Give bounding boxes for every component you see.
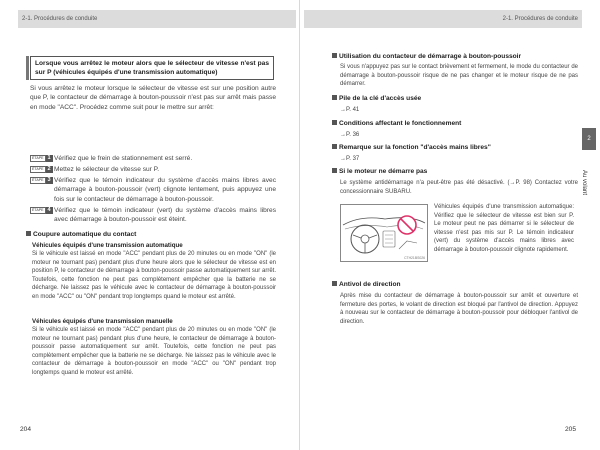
boxed-heading-text: Lorsque vous arrêtez le moteur alors que le sélecteur de vitesse n'est pas sur P (véhicules équipés d'une transmission automatique) xyxy=(35,60,269,76)
step-text: Mettez le sélecteur de vitesse sur P. xyxy=(54,165,160,173)
paragraph-automatic: Si le véhicule est laissé en mode "ACC" pendant plus de 20 minutes ou en mode "ON" (le moteur ne tournant pas) pendant plus d'une heure alors que le sélecteur de vitesse est en position P, le contacteur de démarrage à bouton-poussoir passe automatiquement sur arrêt. Toutefois, cette fonction ne peut pas complètement empêcher que la batterie ne se décharge. Ne laissez pas le véhicule avec le contacteur de démarrage à bouton-poussoir en mode "ACC" ou "ON" pendant trop longtemps quand le moteur est arrêté. xyxy=(32,251,276,300)
paragraph-no-start-automatic: Véhicules équipés d'une transmission automatique: Vérifiez que le sélecteur de vitesse est bien sur P. Le moteur peut ne pas démarrer si le sélecteur de vitesse n'est pas mis sur P. Le témoin indicateur (vert) du système d'accès mains libres avec démarrage à bouton-poussoir clignote rapidement. xyxy=(434,204,574,253)
step-text: Vérifiez que le frein de stationnement est serré. xyxy=(54,155,193,162)
dashboard-drawing xyxy=(341,205,427,261)
section-title-text: Remarque sur la fonction "d'accès mains libres" xyxy=(339,144,491,151)
ref-battery: →P. 41 xyxy=(340,107,360,113)
paragraph-steering-lock: Après mise du contacteur de démarrage à bouton-poussoir sur arrêt et ouverture et fermeture des portes, le volant de direction est bloqué par l'antivol de direction. Appuyez à nouveau sur le contacteur de démarrage à bouton-poussoir pour débloquer l'antivol de direction. xyxy=(340,293,578,325)
section-title-battery xyxy=(332,94,572,103)
section-title-text: Coupure automatique du contact xyxy=(33,231,137,238)
step-label: ÉTAPE xyxy=(32,207,44,212)
step-item xyxy=(30,165,276,174)
step-number: 1 xyxy=(47,155,51,161)
square-bullet-icon xyxy=(26,231,31,236)
step-label: ÉTAPE xyxy=(32,156,44,160)
square-bullet-icon xyxy=(332,53,337,58)
step-number: 2 xyxy=(47,165,51,172)
step-badge xyxy=(30,176,54,204)
section-title-auto-off xyxy=(26,230,276,239)
square-bullet-icon xyxy=(332,95,337,100)
section-title-conditions xyxy=(332,119,572,128)
right-page-number: 205 xyxy=(564,426,576,433)
step-item xyxy=(30,176,276,204)
boxed-heading xyxy=(30,56,274,80)
chapter-side-label: Au volant xyxy=(581,170,587,196)
section-title-steering-lock xyxy=(332,280,572,289)
step-badge xyxy=(30,165,54,174)
step-item xyxy=(30,206,276,225)
subheading-manual: Véhicules équipés d'une transmission manuelle xyxy=(32,318,173,325)
section-title-text: Pile de la clé d'accès usée xyxy=(339,95,422,102)
step-item xyxy=(30,154,276,163)
section-title-text: Antivol de direction xyxy=(339,281,401,288)
step-text: Vérifiez que le témoin indicateur du système d'accès mains libres avec démarrage à bouton-poussoir (vert) clignote lentement, puis appuyez une fois sur le contacteur de démarrage à bouton-poussoir. xyxy=(54,176,276,203)
section-title-usage xyxy=(332,52,572,61)
ref-conditions: →P. 36 xyxy=(340,132,360,138)
intro-paragraph: Si vous arrêtez le moteur lorsque le sélecteur de vitesse est sur une position autre que P, le contacteur de démarrage à bouton-poussoir n'est pas sur arrêt mais passe en mode "ACC". Procédez comme suit pour le mettre sur arrêt: xyxy=(30,85,276,111)
illustration-code: CTH21BS026 xyxy=(404,256,425,260)
paragraph-no-start: Le système antidémarrage n'a peut-être pas été désactivé. (→P. 98) Contactez votre concessionnaire SUBARU. xyxy=(340,180,578,195)
step-badge xyxy=(30,206,54,225)
section-title-no-start xyxy=(332,167,572,176)
step-number: 3 xyxy=(47,176,51,183)
square-bullet-icon xyxy=(332,144,337,149)
section-title-text: Conditions affectant le fonctionnement xyxy=(339,120,462,127)
left-running-header: 2-1. Procédures de conduite xyxy=(18,10,296,28)
step-list xyxy=(30,154,276,226)
step-label: ÉTAPE xyxy=(32,166,44,171)
step-number: 4 xyxy=(47,206,51,213)
square-bullet-icon xyxy=(332,168,337,173)
ref-remark: →P. 37 xyxy=(340,156,360,162)
section-title-remark xyxy=(332,143,572,152)
paragraph-usage: Si vous n'appuyez pas sur le contact brièvement et fermement, le mode du contacteur de démarrage à bouton-poussoir risque de ne pas changer et le moteur risque de ne pas démarrer. xyxy=(340,64,578,88)
section-title-text: Si le moteur ne démarre pas xyxy=(339,168,428,175)
step-text: Vérifiez que le témoin indicateur (vert) du système d'accès mains libres avec démarrage à bouton-poussoir est éteint. xyxy=(54,206,276,223)
dashboard-illustration xyxy=(340,204,428,262)
paragraph-manual: Si le véhicule est laissé en mode "ACC" pendant plus de 20 minutes ou en mode "ON" (le moteur ne tournant pas) pendant plus d'une heure, le contacteur de démarrage à bouton-poussoir passe automatiquement sur arrêt. Toutefois, cette fonction ne peut pas complètement empêcher que la batterie ne se décharge. Ne laissez pas le véhicule avec le contacteur de démarrage à bouton-poussoir en mode "ACC" ou "ON" pendant trop longtemps quand le moteur est arrêté. xyxy=(32,327,276,376)
heading-accent-bar xyxy=(26,56,29,80)
square-bullet-icon xyxy=(332,120,337,125)
right-running-header: 2-1. Procédures de conduite xyxy=(304,10,582,28)
section-title-text: Utilisation du contacteur de démarrage à bouton-poussoir xyxy=(339,53,522,60)
step-badge xyxy=(30,154,54,163)
square-bullet-icon xyxy=(332,281,337,286)
chapter-tab: 2 xyxy=(582,128,596,150)
chapter-side-label-box xyxy=(572,158,596,208)
subheading-automatic: Véhicules équipés d'une transmission automatique xyxy=(32,242,183,249)
left-page-number: 204 xyxy=(20,426,32,433)
step-label: ÉTAPE xyxy=(32,177,44,182)
